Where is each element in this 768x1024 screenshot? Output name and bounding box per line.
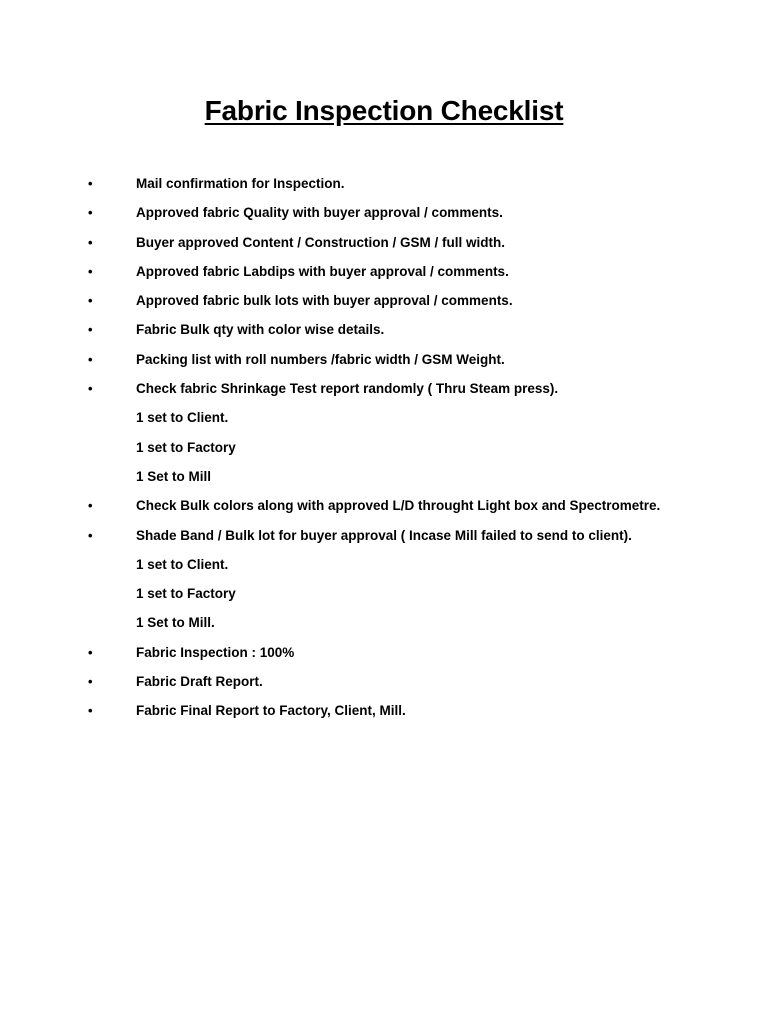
bullet-icon: •: [88, 498, 93, 514]
checklist-subitem: [0, 579, 768, 608]
checklist-item-text: 1 set to Factory: [136, 586, 236, 602]
checklist-item-text: Check Bulk colors along with approved L/D throught Light box and Spectrometre.: [136, 498, 661, 514]
checklist-item: [0, 315, 768, 344]
checklist-item: [0, 638, 768, 667]
bullet-icon: •: [88, 644, 93, 660]
bullet-icon: •: [88, 322, 93, 338]
checklist-item-text: 1 Set to Mill.: [136, 615, 215, 631]
checklist-item-text: Fabric Draft Report.: [136, 674, 263, 690]
checklist-item-text: Approved fabric Labdips with buyer approval / comments.: [136, 263, 509, 279]
checklist-item-text: 1 set to Client.: [136, 410, 229, 426]
checklist-subitem: [0, 550, 768, 579]
checklist-subitem: [0, 462, 768, 491]
bullet-icon: •: [88, 674, 93, 690]
checklist: [0, 169, 768, 726]
checklist-item-text: Mail confirmation for Inspection.: [136, 176, 345, 191]
checklist-item-text: Fabric Bulk qty with color wise details.: [136, 322, 385, 338]
bullet-icon: •: [88, 381, 93, 397]
checklist-subitem: [0, 433, 768, 462]
checklist-item-text: Approved fabric bulk lots with buyer approval / comments.: [136, 293, 513, 309]
bullet-icon: •: [88, 293, 93, 309]
bullet-icon: •: [88, 234, 93, 250]
bullet-icon: •: [88, 527, 93, 543]
checklist-item: [0, 198, 768, 227]
checklist-item: [0, 521, 768, 550]
checklist-item: [0, 696, 768, 725]
checklist-subitem: [0, 403, 768, 432]
checklist-item-text: Packing list with roll numbers /fabric width / GSM Weight.: [136, 351, 505, 367]
bullet-icon: •: [88, 176, 93, 191]
checklist-item: [0, 374, 768, 403]
bullet-icon: •: [88, 351, 93, 367]
checklist-item-text: Check fabric Shrinkage Test report randomly ( Thru Steam press).: [136, 381, 559, 397]
bullet-icon: •: [88, 703, 93, 719]
checklist-item: [0, 667, 768, 696]
checklist-item-text: Fabric Inspection : 100%: [136, 644, 295, 660]
checklist-item: [0, 228, 768, 257]
checklist-item: [0, 286, 768, 315]
checklist-item: [0, 491, 768, 520]
checklist-item-text: Fabric Final Report to Factory, Client, Mill.: [136, 703, 406, 719]
bullet-icon: •: [88, 263, 93, 279]
checklist-subitem: [0, 608, 768, 637]
checklist-item-text: Shade Band / Bulk lot for buyer approval ( Incase Mill failed to send to client).: [136, 527, 632, 543]
checklist-item: [0, 257, 768, 286]
checklist-item: [0, 345, 768, 374]
checklist-item-text: Buyer approved Content / Construction / GSM / full width.: [136, 234, 506, 250]
checklist-item-text: 1 set to Client.: [136, 556, 229, 572]
bullet-icon: •: [88, 205, 93, 221]
checklist-item: [0, 169, 768, 198]
checklist-item-text: Approved fabric Quality with buyer approval / comments.: [136, 205, 503, 221]
page-title: Fabric Inspection Checklist: [204, 95, 564, 126]
checklist-item-text: 1 Set to Mill: [136, 468, 212, 484]
checklist-item-text: 1 set to Factory: [136, 439, 236, 455]
